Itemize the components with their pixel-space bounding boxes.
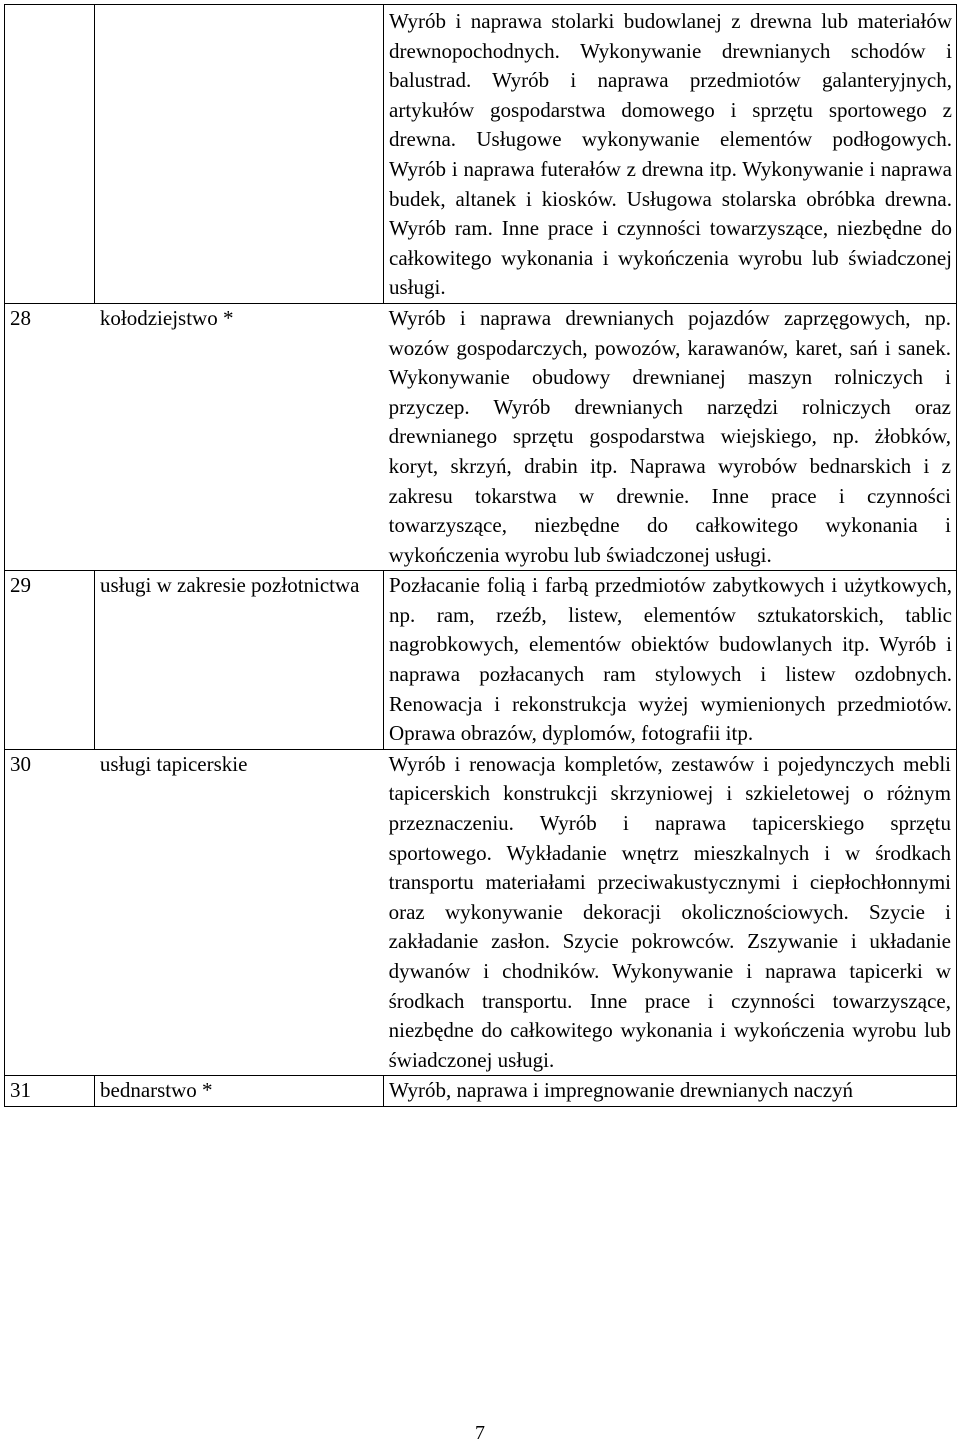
row-number: 31 xyxy=(5,1076,95,1107)
row-description: Wyrób i naprawa stolarki budowlanej z drewna lub materiałów drewnopochodnych. Wykonywanie drewnianych schodów i balustrad. Wyrób i naprawa przedmiotów galanteryjnych, artykułów gospodarstwa domowego i sprzętu sportowego z drewna. Usługowe wykonywanie elementów podłogowych. Wyrób i naprawa futerałów z drewna itp. Wykonywanie i naprawa budek, altanek i kiosków. Usługowa stolarska obróbka drewna. Wyrób ram. Inne prace i czynności towarzyszące, niezbędne do całkowitego wykonania i wykończenia wyrobu lub świadczonej usługi. xyxy=(384,5,957,304)
services-table xyxy=(4,4,957,1107)
row-service-name: usługi tapicerskie xyxy=(99,751,248,776)
row-description: Wyrób, naprawa i impregnowanie drewnianych naczyń xyxy=(384,1076,957,1107)
row-service-name: usługi w zakresie pozłotnictwa xyxy=(95,571,384,750)
row-description: Wyrób i naprawa drewnianych pojazdów zaprzęgowych, np. wozów gospodarczych, powozów, karawanów, karet, sań i sanek. Wykonywanie obudowy drewnianej maszyn rolniczych i przyczep. Wyrób drewnianych narzędzi rolniczych oraz drewnianego sprzętu gospodarstwa wiejskiego, np. żłobków, koryt, skrzyń, drabin itp. Naprawa wyrobów bednarskich i z zakresu tokarstwa w drewnie. Inne prace i czynności towarzyszące, niezbędne do całkowitego wykonania i wykończenia wyrobu lub świadczonej usługi. xyxy=(388,305,951,567)
page-number: 7 xyxy=(475,1422,485,1444)
row-30 xyxy=(5,750,956,1076)
row-number: 29 xyxy=(5,571,95,750)
table-row xyxy=(5,5,957,304)
row-description: Wyrób i renowacja kompletów, zestawów i pojedynczych mebli tapicerskich konstrukcji skrzyniowej i szkieletowej o różnym przeznaczeniu. Wyrób i naprawa tapicerskiego sprzętu sportowego. Wykładanie wnętrz mieszkalnych i w środkach transportu materiałami przeciwakustycznymi i ciepłochłonnymi oraz wykonywanie dekoracji okolicznościowych. Szycie i zakładanie zasłon. Szycie pokrowców. Zszywanie i układanie dywanów i chodników. Wykonywanie i naprawa tapicerki w środkach transportu. Inne prace i czynności towarzyszące, niezbędne do całkowitego wykonania i wykończenia wyrobu lub świadczonej usługi. xyxy=(388,751,951,1072)
row-service-name xyxy=(95,5,384,304)
table-row xyxy=(5,571,957,750)
table-row xyxy=(5,749,957,1076)
row-number: 30 xyxy=(10,751,31,776)
table-row xyxy=(5,1076,957,1107)
row-number xyxy=(5,5,95,304)
table-row xyxy=(5,303,957,570)
row-28 xyxy=(5,304,956,570)
row-number: 28 xyxy=(10,305,31,330)
row-service-name: bednarstwo * xyxy=(95,1076,384,1107)
row-service-name: kołodziejstwo * xyxy=(99,305,234,330)
row-description: Pozłacanie folią i farbą przedmiotów zabytkowych i użytkowych, np. ram, rzeźb, listew, elementów sztukatorskich, tablic nagrobkowych, elementów obiektów budowlanych itp. Wyrób i naprawa pozłacanych ram stylowych i listew ozdobnych. Renowacja i rekonstrukcja wyżej wymienionych przedmiotów. Oprawa obrazów, dyplomów, fotografii itp. xyxy=(384,571,957,750)
